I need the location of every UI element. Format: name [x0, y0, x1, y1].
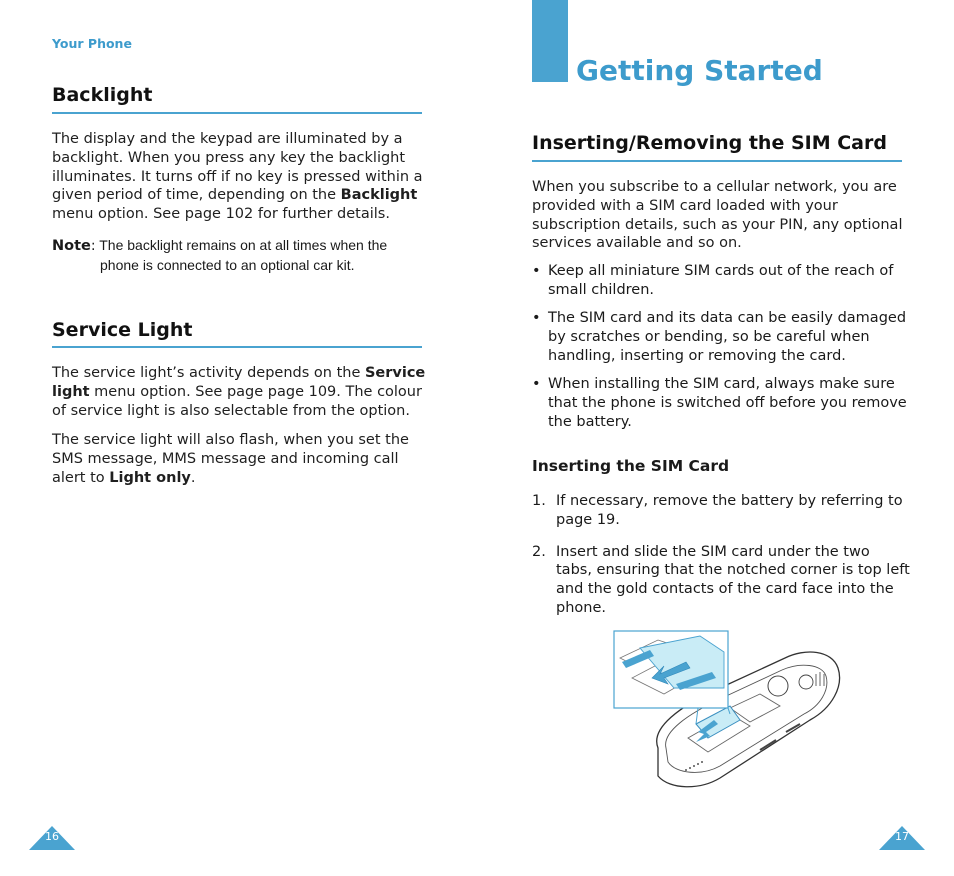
backlight-line-3: illuminates. It turns off if no key is pressed within a — [52, 168, 423, 185]
insert-step-item — [532, 492, 912, 530]
service-line-1 — [52, 364, 432, 383]
note-colon: : — [90, 238, 96, 254]
backlight-line-2: backlight. When you press any key the backlight — [52, 149, 406, 166]
precaution-3-line-2: that the phone is switched off before you remove — [548, 394, 907, 411]
precaution-3-line-1: When installing the SIM card, always make sure — [548, 375, 895, 392]
step-number: 1. — [532, 493, 546, 509]
page-number-badge-right — [879, 826, 925, 854]
running-header: Your Phone — [52, 36, 132, 51]
backlight-line-4-text: given period of time, depending on the — [52, 187, 341, 204]
sim-precaution-item — [532, 262, 912, 300]
backlight-paragraph — [52, 130, 432, 224]
step-2-line-3: and the gold contacts of the card face into the — [556, 581, 894, 598]
step-2-line-2: tabs, ensuring that the notched corner is top left — [556, 562, 910, 579]
note-label: Note — [52, 238, 91, 254]
sim-precautions-list — [532, 262, 912, 441]
page-number-badge-left — [29, 826, 75, 854]
precaution-2-line-3: handling, inserting or removing the card. — [548, 347, 846, 364]
sim-intro-line-3: subscription details, such as your PIN, any optional — [532, 216, 903, 233]
precaution-3-line-3: the battery. — [548, 413, 632, 430]
insert-steps-list — [532, 492, 912, 618]
backlight-line-4 — [52, 186, 432, 205]
sim-precaution-item — [532, 309, 912, 365]
precaution-1-line-1: Keep all miniature SIM cards out of the reach of — [548, 263, 894, 279]
backlight-line-1: The display and the keypad are illuminated by a — [52, 131, 403, 147]
bullet-dot-icon: • — [532, 310, 541, 327]
sim-precaution-item — [532, 375, 912, 431]
step-1-line-1: If necessary, remove the battery by referring to — [556, 493, 903, 509]
phone-sim-insertion-illustration — [610, 628, 846, 800]
precaution-1-line-2: small children. — [548, 281, 655, 298]
backlight-heading-rule — [52, 112, 422, 114]
service-flash-line-3-end: . — [190, 469, 196, 486]
sim-section-heading-rule — [532, 160, 902, 162]
service-line-1-text: The service light’s activity depends on the — [52, 365, 365, 381]
service-menu-term-2: light — [52, 383, 90, 400]
service-line-2-text: menu option. See page page 109. The colour — [89, 383, 422, 400]
note-text-1: The backlight remains on at all times when the — [95, 237, 388, 253]
chapter-title: Getting Started — [576, 54, 823, 87]
service-flash-line-2: SMS message, MMS message and incoming call — [52, 450, 399, 467]
service-flash-line-3-text: alert to — [52, 469, 110, 486]
service-line-3: of service light is also selectable from the option. — [52, 402, 410, 419]
service-flash-line-1: The service light will also flash, when you set the — [52, 432, 409, 448]
service-light-heading-rule — [52, 346, 422, 348]
backlight-note — [52, 236, 432, 275]
backlight-line-5: menu option. See page 102 for further details. — [52, 206, 390, 223]
bullet-dot-icon: • — [532, 375, 541, 392]
service-flash-line-3 — [52, 469, 432, 488]
step-number: 2. — [532, 543, 546, 560]
note-line-1 — [52, 236, 432, 256]
sim-intro-line-1: When you subscribe to a cellular network, you are — [532, 179, 897, 195]
insert-step-item — [532, 543, 912, 618]
inserting-sim-subheading: Inserting the SIM Card — [532, 457, 730, 475]
service-light-paragraph-1 — [52, 364, 432, 420]
sim-section-heading: Inserting/Removing the SIM Card — [532, 132, 887, 154]
light-only-term: Light only — [109, 469, 191, 486]
step-1-line-2: page 19. — [556, 511, 620, 528]
step-2-line-1: Insert and slide the SIM card under the two — [556, 543, 870, 560]
note-text-2: phone is connected to an optional car kit. — [100, 256, 355, 273]
bullet-dot-icon: • — [532, 263, 541, 279]
backlight-menu-term: Backlight — [340, 187, 418, 204]
step-2-line-4: phone. — [556, 599, 606, 616]
chapter-color-block — [532, 0, 568, 82]
service-light-paragraph-2 — [52, 431, 432, 487]
sim-intro-line-2: provided with a SIM card loaded with your — [532, 197, 838, 214]
sim-intro-line-4: services available and so on. — [532, 235, 742, 252]
page-number-left: 16 — [45, 830, 59, 843]
sim-intro-paragraph — [532, 178, 912, 253]
service-light-heading: Service Light — [52, 319, 193, 341]
service-line-2 — [52, 383, 432, 402]
precaution-2-line-2: by scratches or bending, so be careful when — [548, 328, 870, 345]
precaution-2-line-1: The SIM card and its data can be easily damaged — [548, 310, 907, 327]
page-number-right: 17 — [895, 830, 909, 843]
service-menu-term-1: Service — [364, 365, 426, 381]
backlight-heading: Backlight — [52, 84, 153, 106]
